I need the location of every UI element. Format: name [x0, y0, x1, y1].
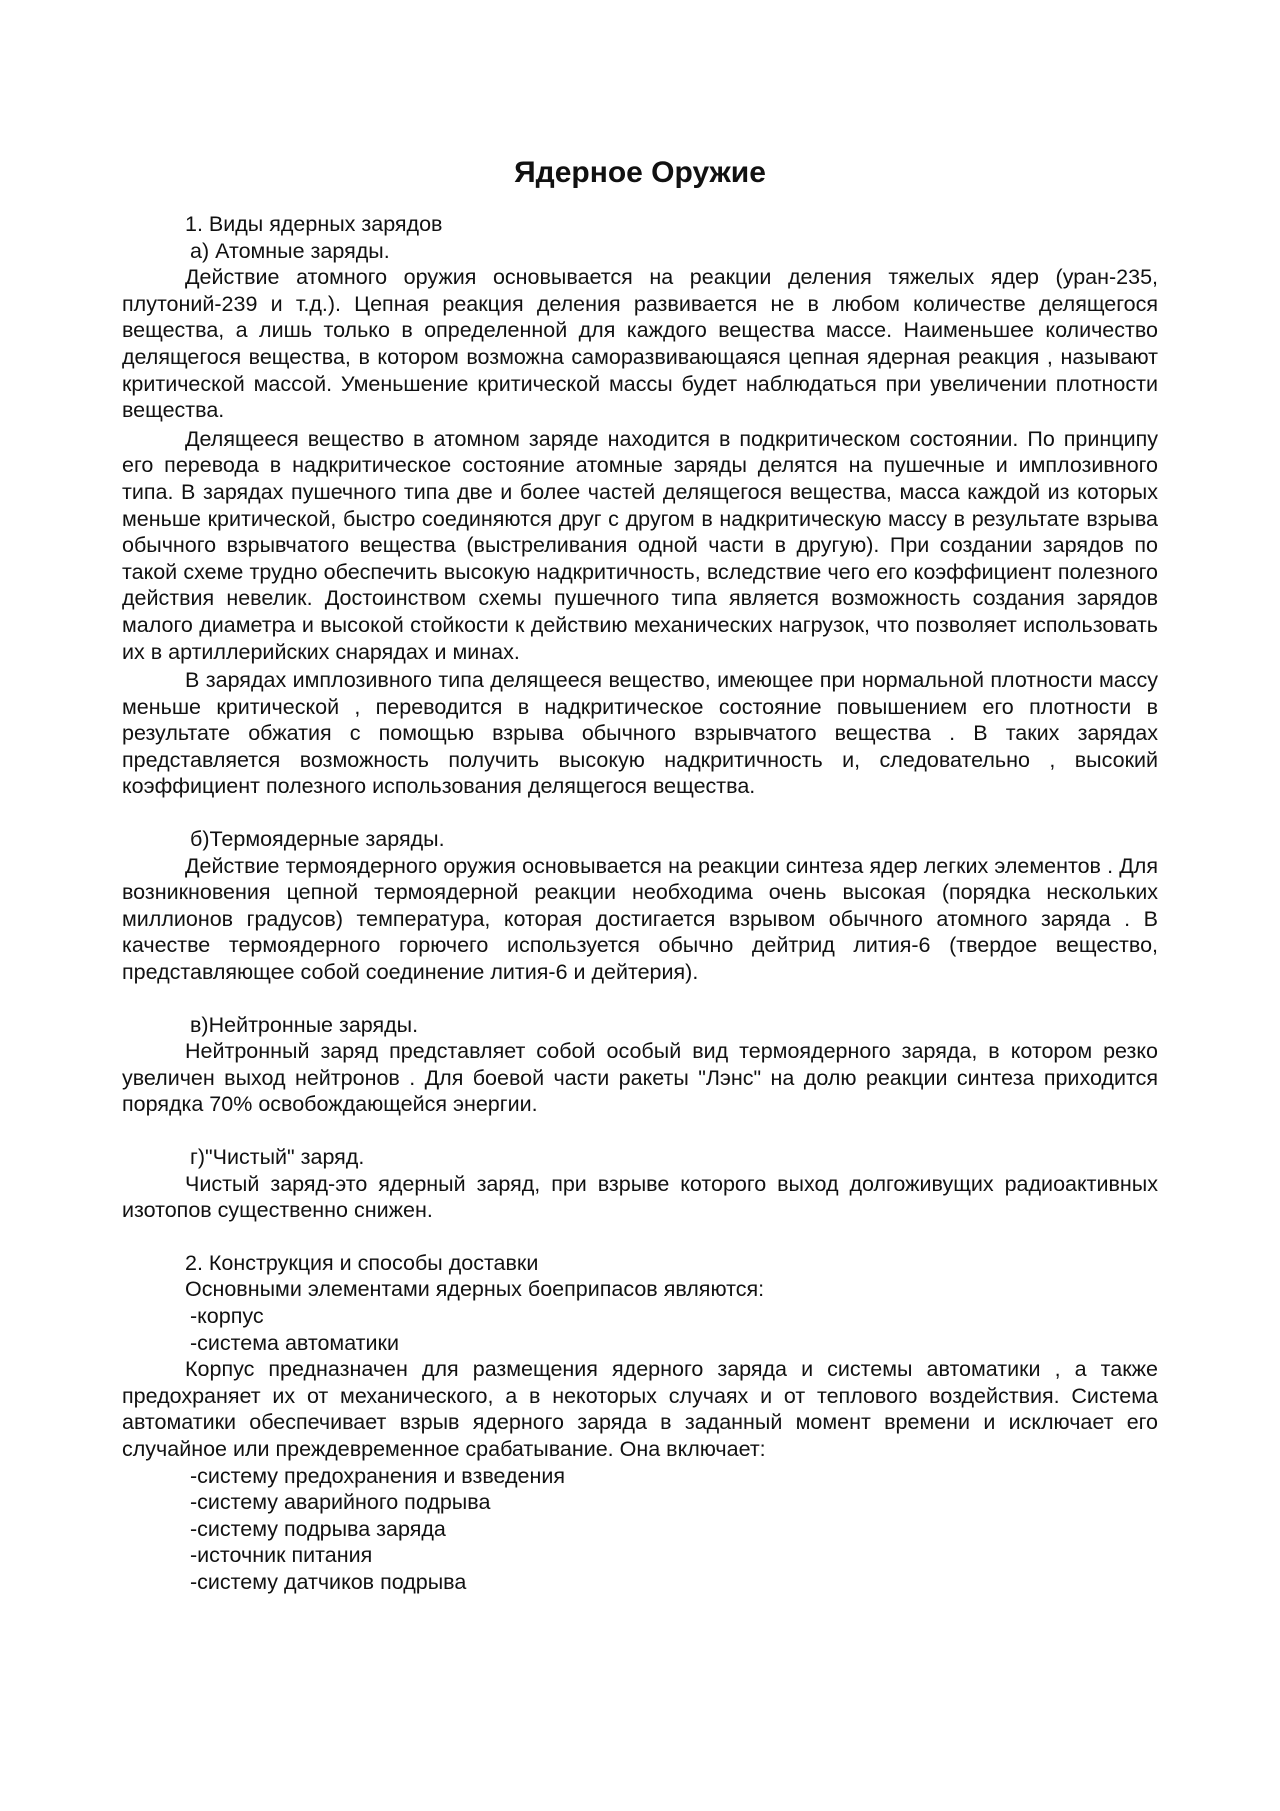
subsection-heading-neutron: в)Нейтронные заряды.	[190, 1012, 419, 1037]
list-item: -корпус	[190, 1303, 264, 1328]
document-body	[122, 155, 1158, 1596]
spacer	[122, 800, 1158, 826]
list-item: -систему датчиков подрыва	[190, 1569, 467, 1594]
paragraph-housing: Корпус предназначен для размещения ядерного заряда и системы автоматики , а также предохраняет их от механического, а в некоторых случаях и от теплового воздействия. Система автоматики обеспечивает взрыв ядерного заряда в заданный момент времени и исключает его случайное или преждевременное срабатывание. Она включает:	[122, 1357, 1158, 1461]
paragraph-elements-intro: Основными элементами ядерных боеприпасов являются:	[185, 1277, 765, 1302]
list-item: -система автоматики	[190, 1330, 399, 1355]
paragraph-clean: Чистый заряд-это ядерный заряд, при взрыве которого выход долгоживущих радиоактивных изотопов существенно снижен.	[122, 1171, 1158, 1223]
spacer	[122, 1118, 1158, 1144]
page-title: Ядерное Оружие	[514, 156, 766, 189]
subsection-heading-clean: г)"Чистый" заряд.	[190, 1145, 365, 1169]
list-item: -систему подрыва заряда	[190, 1516, 446, 1541]
list-item: -систему аварийного подрыва	[190, 1490, 491, 1515]
subsection-heading-thermonuclear: б)Термоядерные заряды.	[190, 827, 445, 852]
subsection-heading-atomic: а) Атомные заряды.	[190, 238, 390, 263]
spacer	[122, 1224, 1158, 1250]
paragraph-atomic-3: В зарядах имплозивного типа делящееся вещество, имеющее при нормальной плотности массу меньше критической , переводится в надкритическое состояние повышением его плотности в результате обжатия с помощью взрыва обычного взрывчатого вещества . В таких зарядах представляется возможность получить высокую надкритичность и, следовательно , высокий коэффициент полезного использования делящегося вещества.	[122, 668, 1158, 799]
paragraph-neutron: Нейтронный заряд представляет собой особый вид термоядерного заряда, в котором резко увеличен выход нейтронов . Для боевой части ракеты "Лэнс" на долю реакции синтеза приходится порядка 70% освобождающейся энергии.	[122, 1039, 1158, 1117]
list-item: -систему предохранения и взведения	[190, 1463, 566, 1488]
paragraph-atomic-1: Действие атомного оружия основывается на реакции деления тяжелых ядер (уран-235, плутоний-239 и т.д.). Цепная реакция деления развивается не в любом количестве делящегося вещества, а лишь только в определенной для каждого вещества массе. Наименьшее количество делящегося вещества, в котором возможна саморазвивающаяся цепная ядерная реакция , называют критической массой. Уменьшение критической массы будет наблюдаться при увеличении плотности вещества.	[122, 265, 1158, 423]
section-heading: 1. Виды ядерных зарядов	[185, 212, 443, 236]
paragraph-thermonuclear: Действие термоядерного оружия основывается на реакции синтеза ядер легких элементов . Для возникновения цепной термоядерной реакции необходима очень высокая (порядка нескольких миллионов градусов) температура, которая достигается взрывом обычного атомного заряда . В качестве термоядерного горючего используется обычно дейтрид лития-6 (твердое вещество, представляющее собой соединение лития-6 и дейтерия).	[122, 853, 1158, 985]
list-item: -источник питания	[190, 1543, 373, 1568]
paragraph-atomic-2: Делящееся вещество в атомном заряде находится в подкритическом состоянии. По принципу его перевода в надкритическое состояние атомные заряды делятся на пушечные и имплозивного типа. В зарядах пушечного типа две и более частей делящегося вещества, масса каждой из которых меньше критической, быстро соединяются друг с другом в надкритическую массу в результате взрыва обычного взрывчатого вещества (выстреливания одной части в другую). При создании зарядов по такой схеме трудно обеспечить высокую надкритичность, вследствие чего его коэффициент полезного действия невелик. Достоинством схемы пушечного типа является возможность создания зарядов малого диаметра и высокой стойкости к действию механических нагрузок, что позволяет использовать их в артиллерийских снарядах и минах.	[122, 426, 1158, 664]
spacer	[122, 986, 1158, 1012]
section-heading: 2. Конструкция и способы доставки	[185, 1250, 539, 1275]
